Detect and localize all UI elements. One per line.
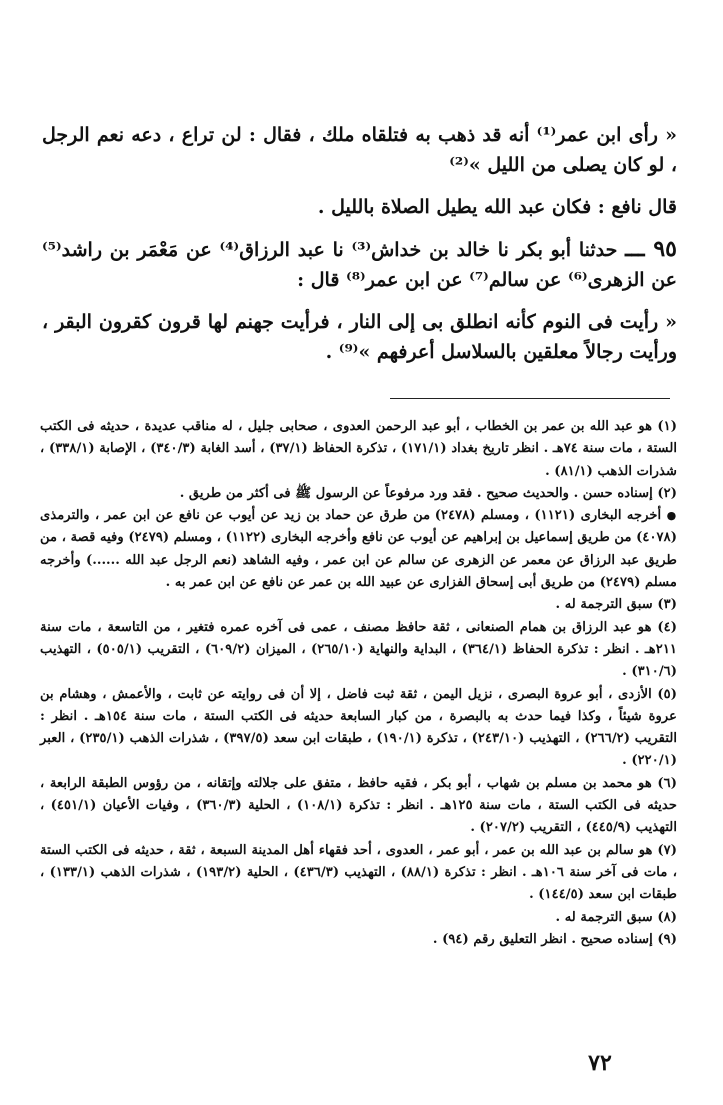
footnotes (40, 416, 677, 951)
isnad-paragraph (42, 234, 677, 295)
footnote-9: (٩) إسناده صحيح . انظر التعليق رقم (٩٤) . (432, 931, 677, 947)
footnote-2: (٢) إسناده حسن . والحديث صحيح . فقد ورد مرفوعاً عن الرسول ﷺ فى أكثر من طريق . (179, 485, 677, 501)
narration-paragraph: « رأى ابن عمر⁽¹⁾ أنه قد ذهب به فتلقاه ملك ، فقال : لن تراع ، دعه نعم الرجل ، لو كان يصلى من الليل »⁽²⁾ (42, 124, 677, 176)
page-number: ٧٢ (588, 1050, 612, 1076)
footnote-1: (١) هو عبد الله بن عمر بن الخطاب ، أبو عبد الرحمن العدوى ، صحابى جليل ، له مناقب عديدة ، حديثه فى الكتب الستة ، مات سنة ٧٤هـ . انظر تاريخ بغداد (١٧١/١) ، تذكرة الحفاظ (٣٧/١) ، أسد الغابة (٣٤٠/٣) ، الإصابة (٣٣٨/١) ، شذرات الذهب (٨١/١) . (40, 419, 678, 479)
footnote-7: (٧) هو سالم بن عبد الله بن عمر ، أبو عمر ، العدوى ، أحد فقهاء أهل المدينة السبعة ، ثقة ، حديثه فى الكتب الستة ، مات فى آخر سنة ١٠٦هـ . انظر : تذكرة (٨٨/١) ، التهذيب (٤٣٦/٣) ، الحلية (١٩٣/٢) ، شذرات الذهب (١٣٣/١) ، طبقات ابن سعد (١٤٤/٥) . (40, 842, 677, 903)
footnote-2-takhrij-text: أخرجه البخارى (١١٢١) ، ومسلم (٢٤٧٨) من طرق عن حماد بن زيد عن أيوب عن نافع عن ابن عمر ، والترمذى (٤٠٧٨) من طريق إسماعيل بن إبراهيم عن أيوب عن نافع وأخرجه البخارى (١١٢٢) ، ومسلم (٢٤٧٩) وفيه قصة ، من طريق عبد الرزاق عن معمر عن الزهرى عن سالم عن ابن عمر ، وفيه الشاهد (نعم الرجل عبد الله ......) وأخرجه مسلم (٢٤٧٩) من طريق أبى إسحاق الفزارى عن عبيد الله بن عمر عن نافع عن ابن عمر به . (40, 508, 677, 591)
hadith-number: ٩٥ ـــ (625, 236, 677, 262)
footnote-divider (390, 398, 670, 399)
footnote-5: (٥) الأزدى ، أبو عروة البصرى ، نزيل اليمن ، ثقة ثبت فاضل ، إلا أن فى روايته عن ثابت ، والأعمش ، وهشام بن عروة شيئاً ، وكذا فيما حدث به بالبصرة ، من كبار السابعة حديثه فى الكتب الستة ، مات سنة ١٥٤هـ . انظر : التقريب (٢٦٦/٢) ، التهذيب (٢٤٣/١٠) ، تذكرة (١٩٠/١) ، طبقات ابن سعد (٣٩٧/٥) ، شذرات الذهب (٢٣٥/١) ، العبر (٢٢٠/١) . (40, 686, 677, 769)
footnote-4: (٤) هو عبد الرزاق بن همام الصنعانى ، ثقة حافظ مصنف ، عمى فى آخره عمره فتغير ، من التاسعة ، مات سنة ٢١١هـ . انظر : تذكرة الحفاظ (٣٦٤/١) ، البداية والنهاية (٢٦٥/١٠) ، الميزان (٦٠٩/٢) ، التقريب (٥٠٥/١) ، التهذيب (٣١٠/٦) . (40, 619, 677, 680)
footnote-3: (٣) سبق الترجمة له . (555, 597, 677, 613)
nafi-comment: قال نافع : فكان عبد الله يطيل الصلاة بالليل . (317, 196, 677, 218)
main-text (42, 120, 677, 379)
footnote-8: (٨) سبق الترجمة له . (555, 909, 677, 925)
bullet-icon: ● (666, 509, 678, 523)
footnote-2-takhrij (40, 505, 677, 594)
isnad-text: حدثنا أبو بكر نا خالد بن خداش⁽³⁾ نا عبد الرزاق⁽⁴⁾ عن مَعْمَر بن راشد⁽⁵⁾ عن الزهرى⁽⁶⁾ عن سالم⁽⁷⁾ عن ابن عمر⁽⁸⁾ قال : (42, 239, 677, 291)
footnote-6: (٦) هو محمد بن مسلم بن شهاب ، أبو بكر ، فقيه حافظ ، متفق على جلالته وإتقانه ، من رؤوس الطبقة الرابعة ، حديثه فى الكتب الستة ، مات سنة ١٢٥هـ . انظر : تذكرة (١٠٨/١) ، الحلية (٣٦٠/٣) ، وفيات الأعيان (٤٥١/١) ، التهذيب (٤٤٥/٩) ، التقريب (٢٠٧/٢) . (40, 775, 677, 836)
matn-paragraph: « رأيت فى النوم كأنه انطلق بى إلى النار ، فرأيت جهنم لها قرون كقرون البقر ، ورأيت رجالاً معلقين بالسلاسل أعرفهم »⁽⁹⁾ . (42, 311, 677, 363)
